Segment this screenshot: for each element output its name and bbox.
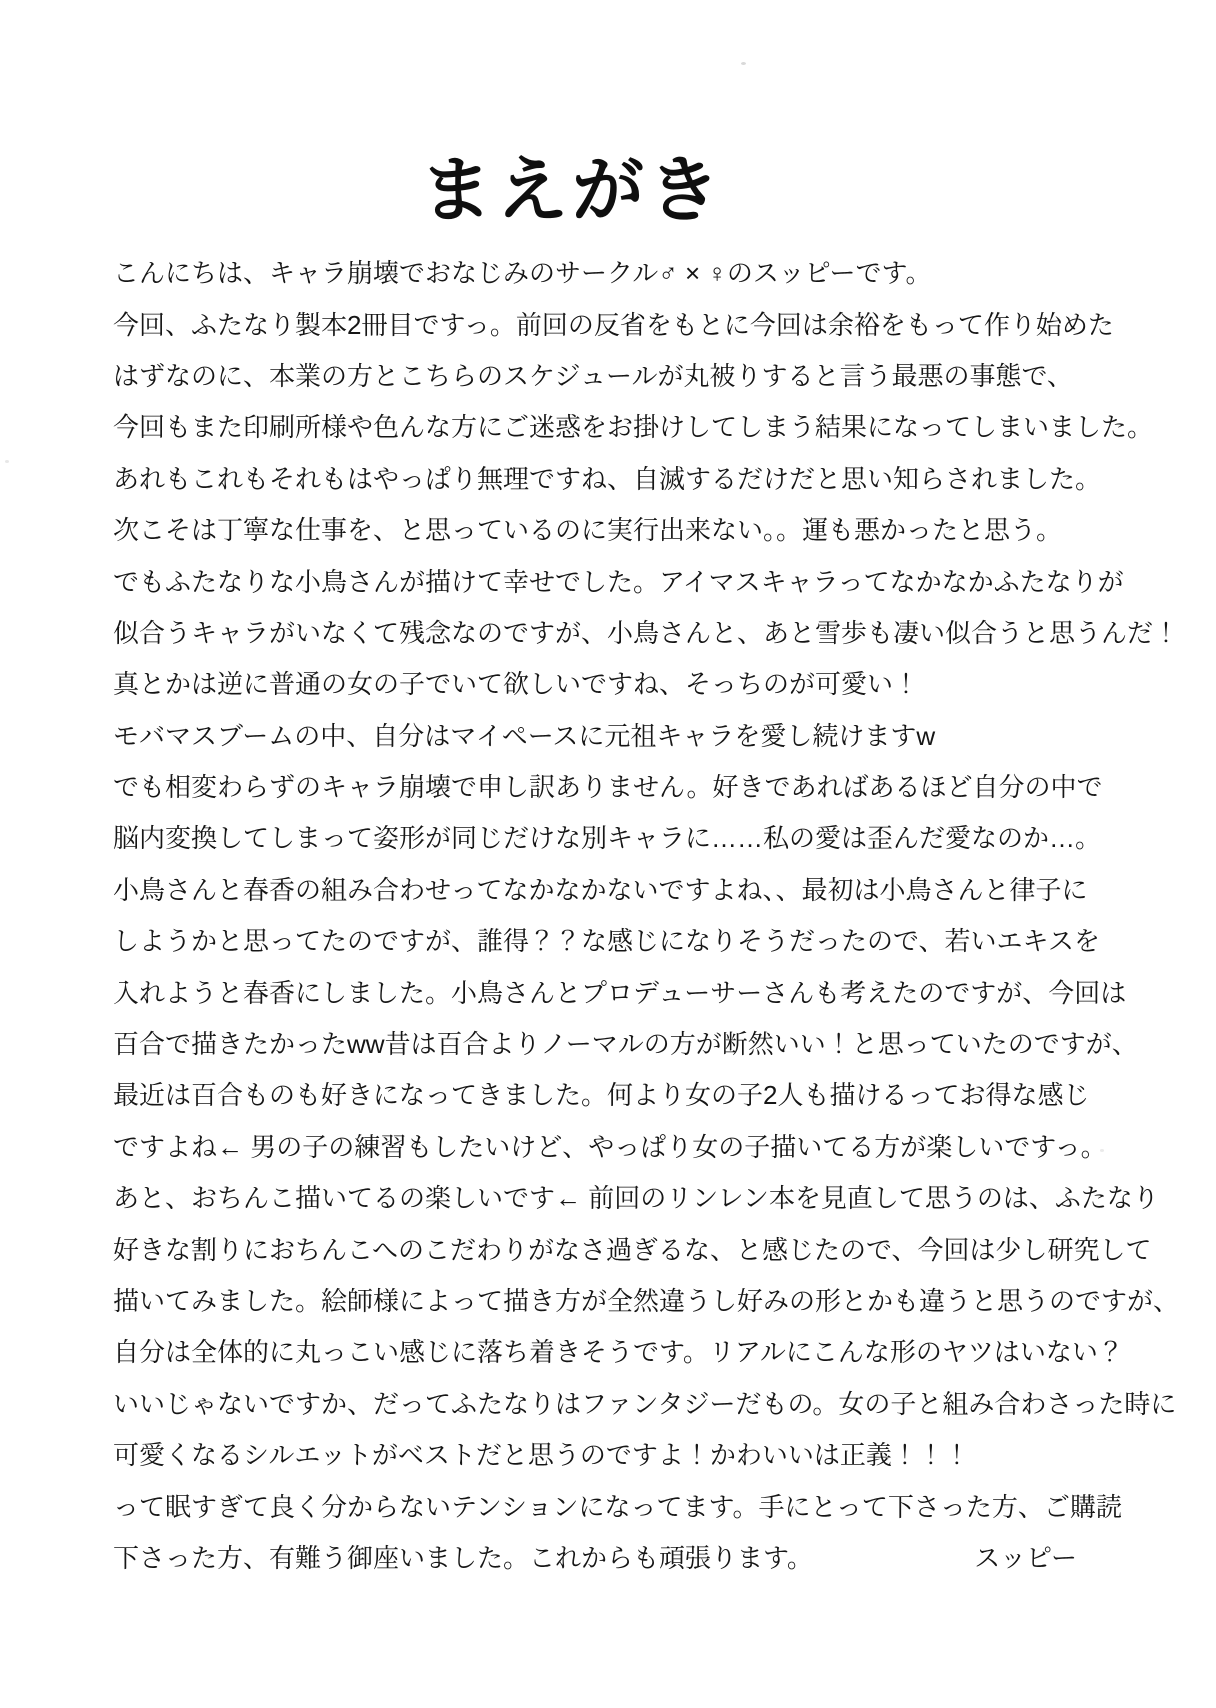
text-line: って眠すぎて良く分からないテンションになってます。手にとって下さった方、ご購読 [113,1491,1122,1522]
preface-text [113,246,1180,1582]
text-line: 描いてみました。絵師様によって描き方が全然違うし好みの形とかも違うと思うのですが、 [113,1286,1180,1316]
page-title: まえがき [419,151,724,232]
text-line: ですよね← 男の子の練習もしたいけど、やっぱり女の子描いてる方が楽しいですっ。 [113,1131,1107,1162]
scan-speck [5,460,9,463]
text-line: 入れようと春香にしました。小鳥さんとプロデューサーさんも考えたのですが、今回は [113,977,1127,1008]
text-line: 小鳥さんと春香の組み合わせってなかなかないですよね、、最初は小鳥さんと律子に [113,874,1088,905]
author-signature: スッピー [974,1542,1077,1573]
text-line: 脳内変換してしまって姿形が同じだけな別キャラに……私の愛は歪んだ愛なのか…。 [113,823,1102,854]
text-line: でもふたなりな小鳥さんが描けて幸せでした。アイマスキャラってなかなかふたなりが [113,566,1124,597]
text-line: でも相変わらずのキャラ崩壊で申し訳ありません。好きであればあるほど自分の中で [113,772,1103,803]
text-line: いいじゃないですか、だってふたなりはファンタジーだもの。女の子と組み合わさった時に [113,1388,1177,1419]
text-line: はずなのに、本業の方とこちらのスケジュールが丸被りすると言う最悪の事態で、 [113,360,1073,391]
text-line-with-signature [113,1531,1143,1582]
text-line: こんにちは、キャラ崩壊でおなじみのサークル♂ × ♀のスッピーです。 [113,258,932,289]
text-line: 百合で描きたかったww昔は百合よりノーマルの方が断然いい！と思っていたのですが、 [113,1029,1138,1060]
text-line: あと、おちんこ描いてるの楽しいです← 前回のリンレン本を見直して思うのは、ふたなり [113,1183,1159,1214]
text-line: 下さった方、有難う御座いました。これからも頑張ります。 [113,1542,813,1573]
text-line: 今回もまた印刷所様や色んな方にご迷惑をお掛けしてしまう結果になってしまいました。 [113,412,1154,443]
text-line: 好きな割りにおちんこへのこだわりがなさ過ぎるな、と感じたので、今回は少し研究して [113,1234,1152,1265]
text-line: 真とかは逆に普通の女の子でいて欲しいですね、そっちのが可愛い！ [113,669,920,700]
text-line: あれもこれもそれもはやっぱり無理ですね、自滅するだけだと思い知らされました。 [113,463,1102,494]
text-line: 今回、ふたなり製本2冊目ですっ。前回の反省をもとに今回は余裕をもって作り始めた [113,309,1114,340]
text-line: 似合うキャラがいなくて残念なのですが、小鳥さんと、あと雪歩も凄い似合うと思うんだ！ [113,617,1180,648]
text-line: 最近は百合ものも好きになってきました。何より女の子2人も描けるってお得な感じ [113,1080,1090,1111]
text-line: 可愛くなるシルエットがベストだと思うのですよ！かわいいは正義！！！ [113,1440,970,1471]
text-line: 自分は全体的に丸っこい感じに落ち着きそうです。リアルにこんな形のヤツはいない？ [113,1337,1124,1368]
text-line: しようかと思ってたのですが、誰得？？な感じになりそうだったので、若いエキスを [113,926,1100,957]
text-line: 次こそは丁寧な仕事を、と思っているのに実行出来ない。。運も悪かったと思う。 [113,515,1063,546]
text-line: モバマスブームの中、自分はマイペースに元祖キャラを愛し続けますw [113,720,936,751]
scan-speck [741,62,746,65]
